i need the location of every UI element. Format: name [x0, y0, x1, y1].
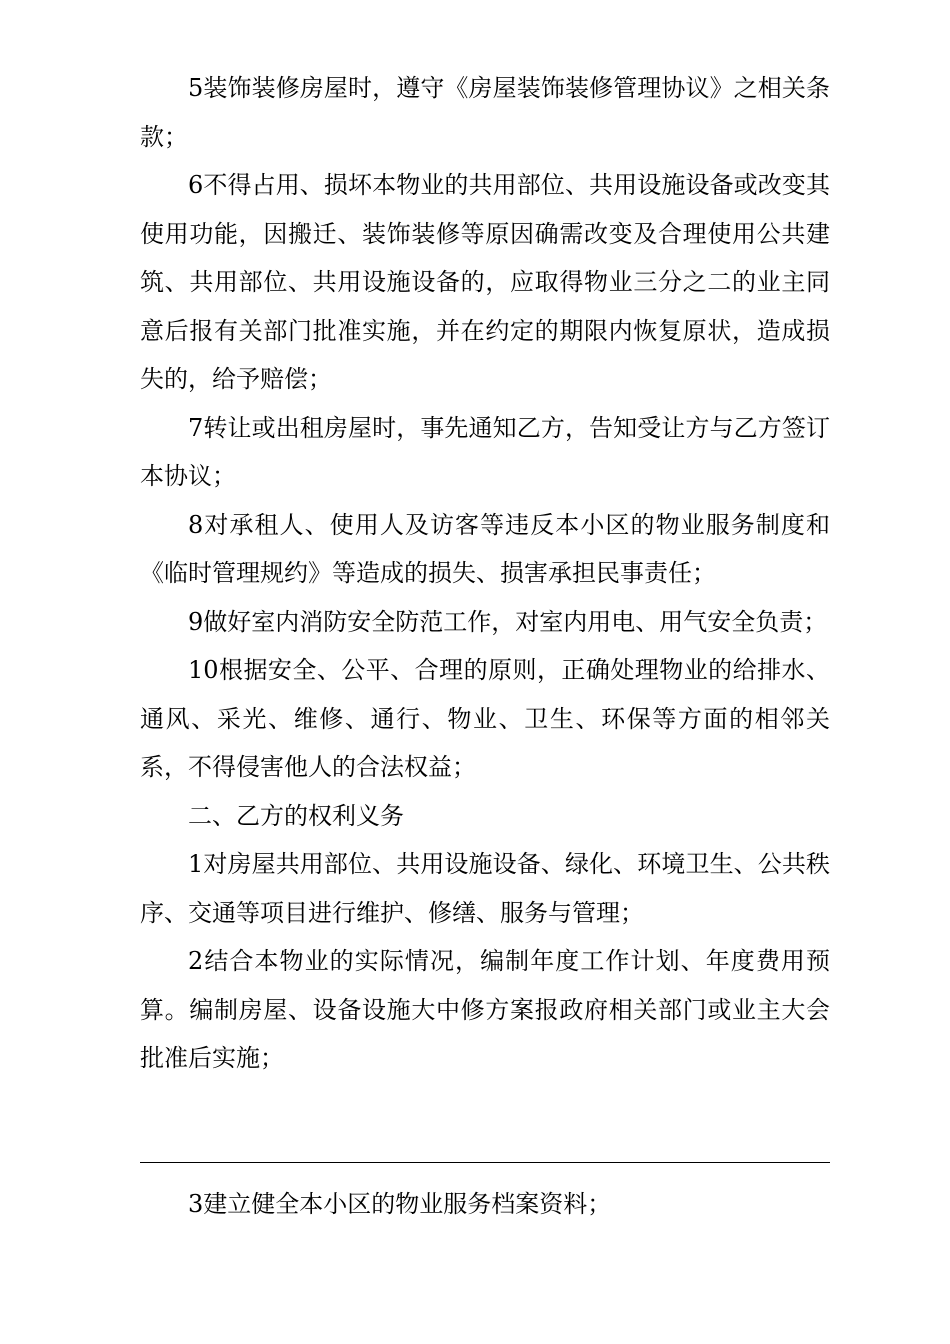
paragraph-item-9: 9做好室内消防安全防范工作，对室内用电、用气安全负责；: [188, 607, 828, 636]
paragraph-item-6: 6不得占用、损坏本物业的共用部位、共用设施设备或改变其使用功能，因搬迁、装饰装修等原因确需改变及合理使用公共建筑、共用部位、共用设施设备的，应取得物业三分之二的业主同意后报有关部门批准实施，并在约定的期限内恢复原状，造成损失的，给予赔偿；: [140, 171, 830, 393]
page-divider: [140, 1162, 830, 1163]
paragraph-item-5: 5装饰装修房屋时，遵守《房屋装饰装修管理协议》之相关条款；: [140, 74, 830, 151]
next-page-content: [140, 1180, 830, 1229]
paragraph-obligation-2: 2结合本物业的实际情况，编制年度工作计划、年度费用预算。编制房屋、设备设施大中修方案报政府相关部门或业主大会批准后实施；: [140, 947, 830, 1072]
paragraph-item-10: 10根据安全、公平、合理的原则，正确处理物业的给排水、通风、采光、维修、通行、物业、卫生、环保等方面的相邻关系，不得侵害他人的合法权益；: [140, 656, 830, 781]
paragraph-obligation-3: 3建立健全本小区的物业服务档案资料；: [188, 1190, 612, 1218]
paragraph-obligation-1: 1对房屋共用部位、共用设施设备、绿化、环境卫生、公共秩序、交通等项目进行维护、修缮、服务与管理；: [140, 850, 830, 927]
paragraph-item-7: 7转让或出租房屋时，事先通知乙方，告知受让方与乙方签订本协议；: [140, 413, 830, 490]
section-heading: 二、乙方的权利义务: [188, 801, 404, 830]
document-body: [140, 64, 830, 1083]
paragraph-item-8: 8对承租人、使用人及访客等违反本小区的物业服务制度和《临时管理规约》等造成的损失、损害承担民事责任；: [140, 510, 830, 587]
